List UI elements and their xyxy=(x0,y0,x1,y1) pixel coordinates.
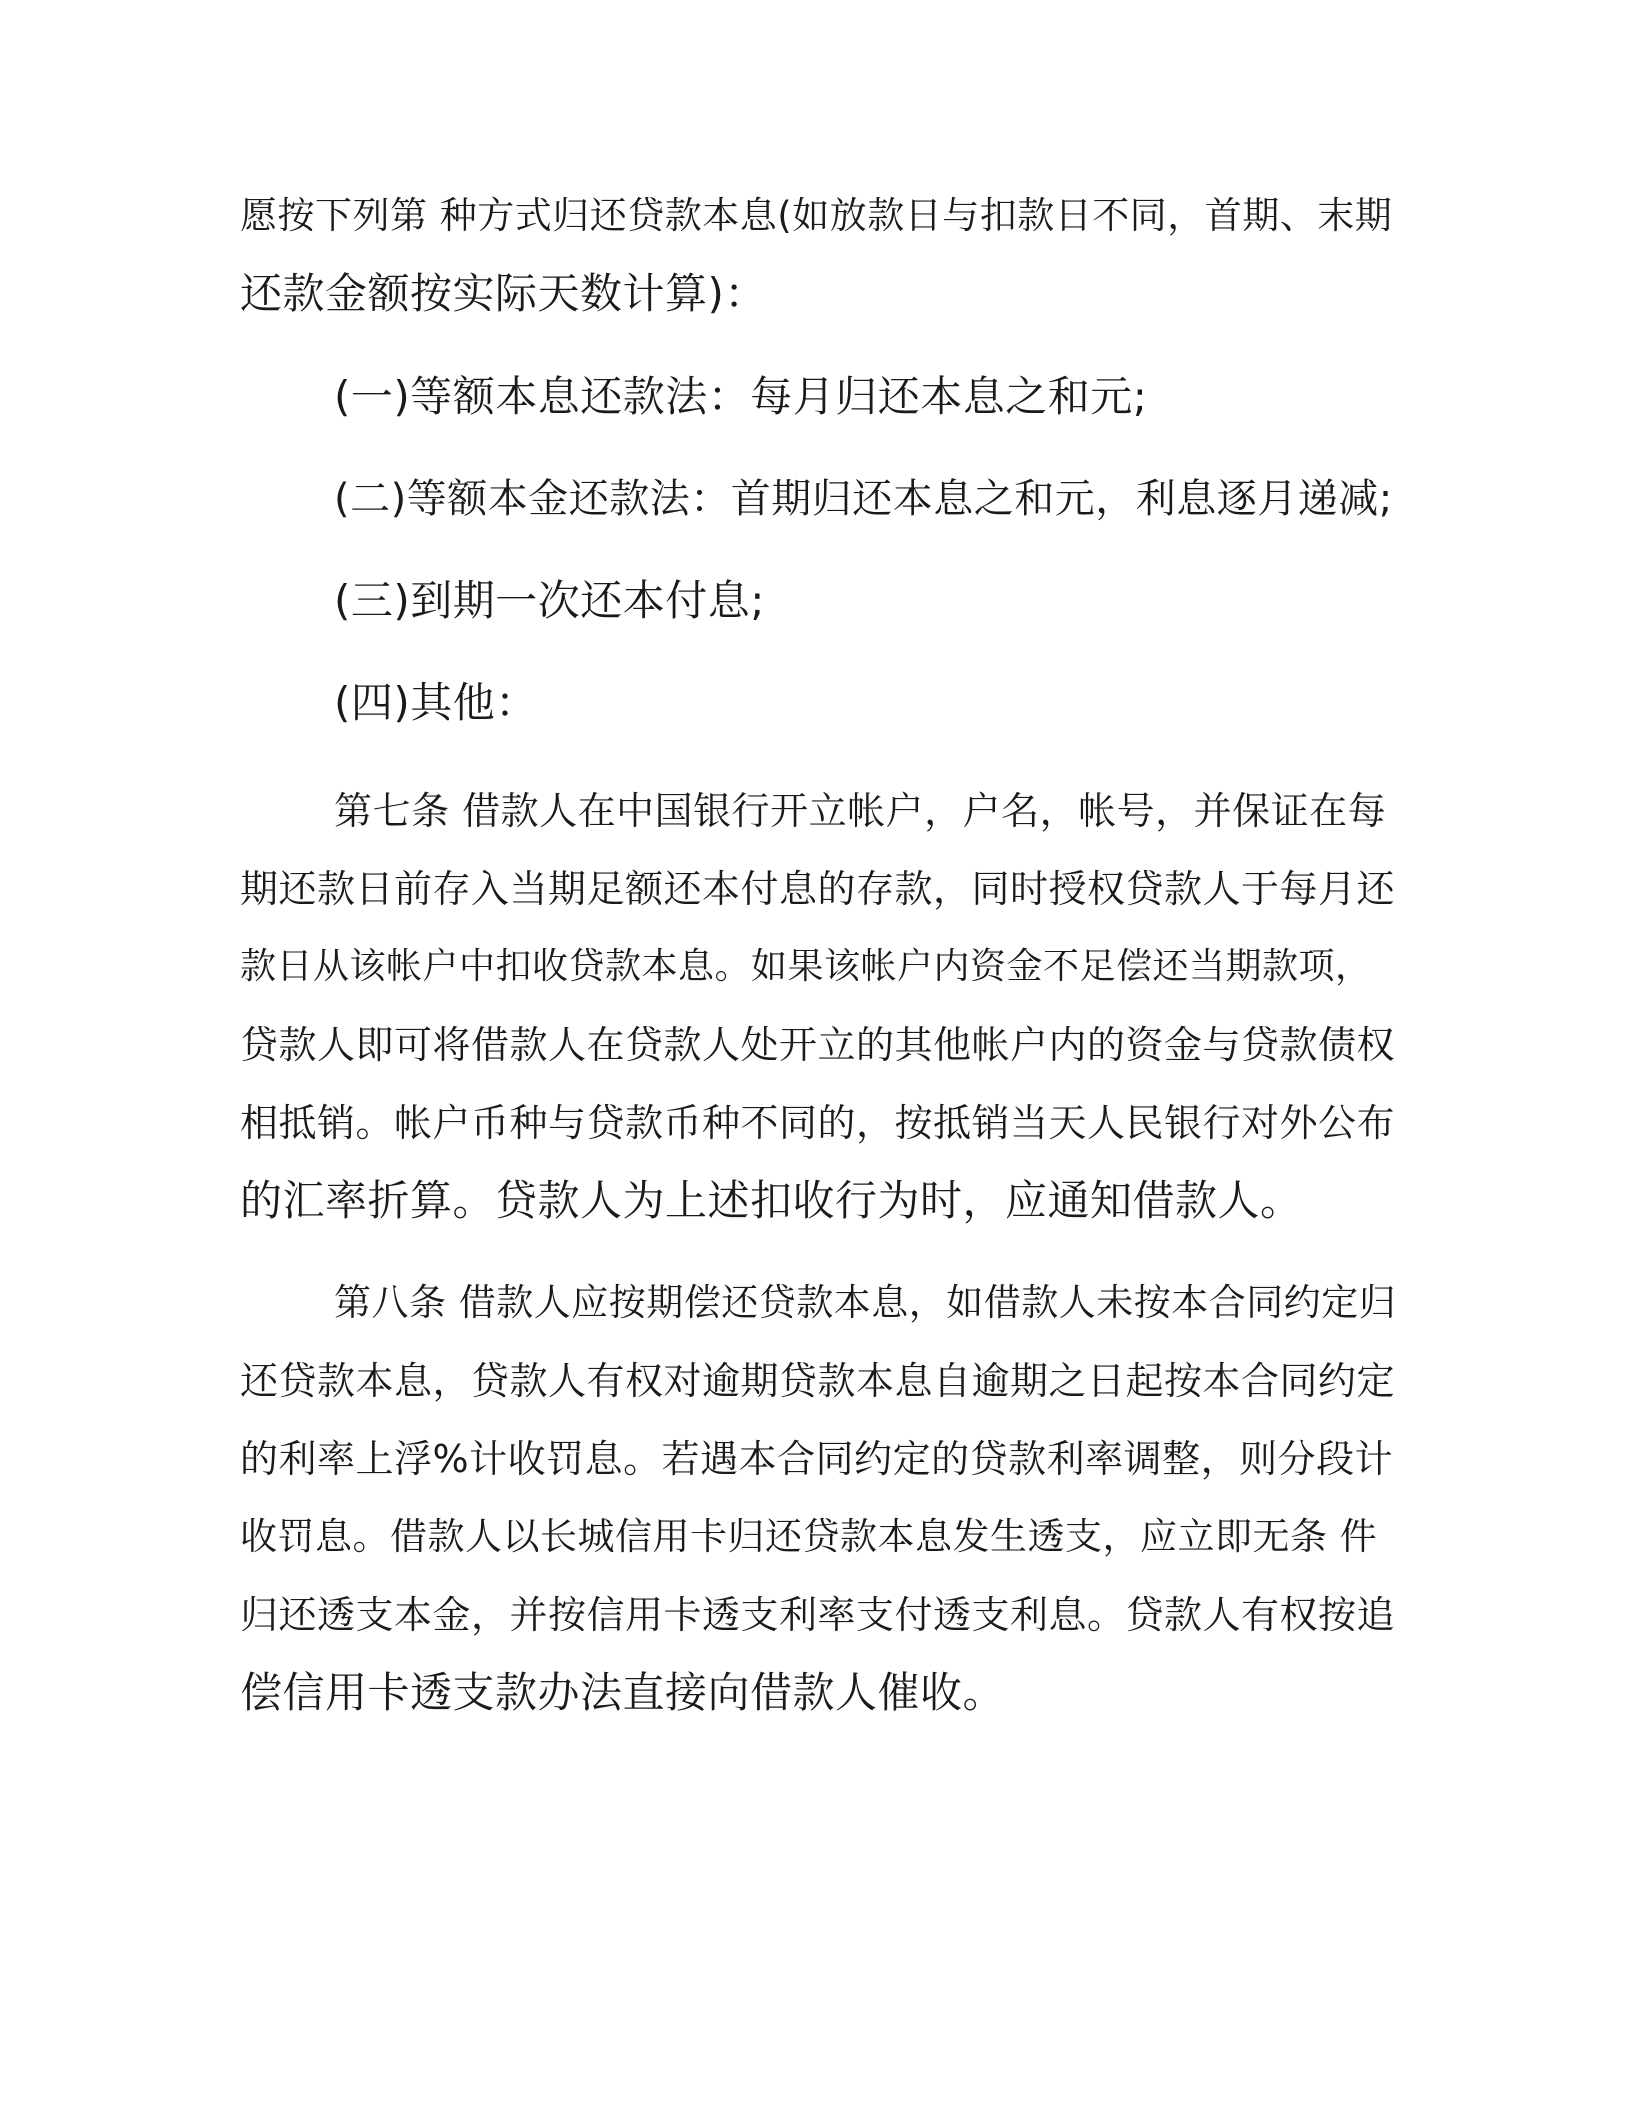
text-line: 期还款日前存入当期足额还本付息的存款，同时授权贷款人于每月还 xyxy=(240,867,1396,911)
text-line: 贷款人即可将借款人在贷款人处开立的其他帐户内的资金与贷款债权 xyxy=(240,1023,1396,1067)
text-line: 偿信用卡透支款办法直接向借款人催收。 xyxy=(240,1668,1006,1717)
list-item: (一)等额本息还款法：每月归还本息之和元; xyxy=(334,372,1148,421)
text-line: 款日从该帐户中扣收贷款本息。如果该帐户内资金不足偿还当期款项， xyxy=(240,946,1372,987)
text-line: 相抵销。帐户币种与贷款币种不同的，按抵销当天人民银行对外公布 xyxy=(240,1101,1396,1145)
list-item: (四)其他： xyxy=(334,678,538,727)
text-line: 还款金额按实际天数计算)： xyxy=(240,269,767,318)
article-7-heading-line: 第七条 借款人在中国银行开立帐户，户名，帐号，并保证在每 xyxy=(334,789,1387,833)
text-line: 归还透支本金，并按信用卡透支利率支付透支利息。贷款人有权按追 xyxy=(240,1593,1396,1637)
list-item: (三)到期一次还本付息; xyxy=(334,576,765,625)
article-8-heading-line: 第八条 借款人应按期偿还贷款本息，如借款人未按本合同约定归 xyxy=(334,1281,1397,1324)
text-line: 的利率上浮%计收罚息。若遇本合同约定的贷款利率调整，则分段计 xyxy=(240,1437,1394,1481)
text-line: 还贷款本息，贷款人有权对逾期贷款本息自逾期之日起按本合同约定 xyxy=(240,1359,1396,1403)
list-item: (二)等额本金还款法：首期归还本息之和元，利息逐月递减; xyxy=(334,476,1393,522)
text-line: 的汇率折算。贷款人为上述扣收行为时，应通知借款人。 xyxy=(240,1176,1303,1225)
text-line: 收罚息。借款人以长城信用卡归还贷款本息发生透支，应立即无条 件 xyxy=(240,1515,1378,1558)
text-line: 愿按下列第 种方式归还贷款本息(如放款日与扣款日不同，首期、末期 xyxy=(240,194,1393,237)
